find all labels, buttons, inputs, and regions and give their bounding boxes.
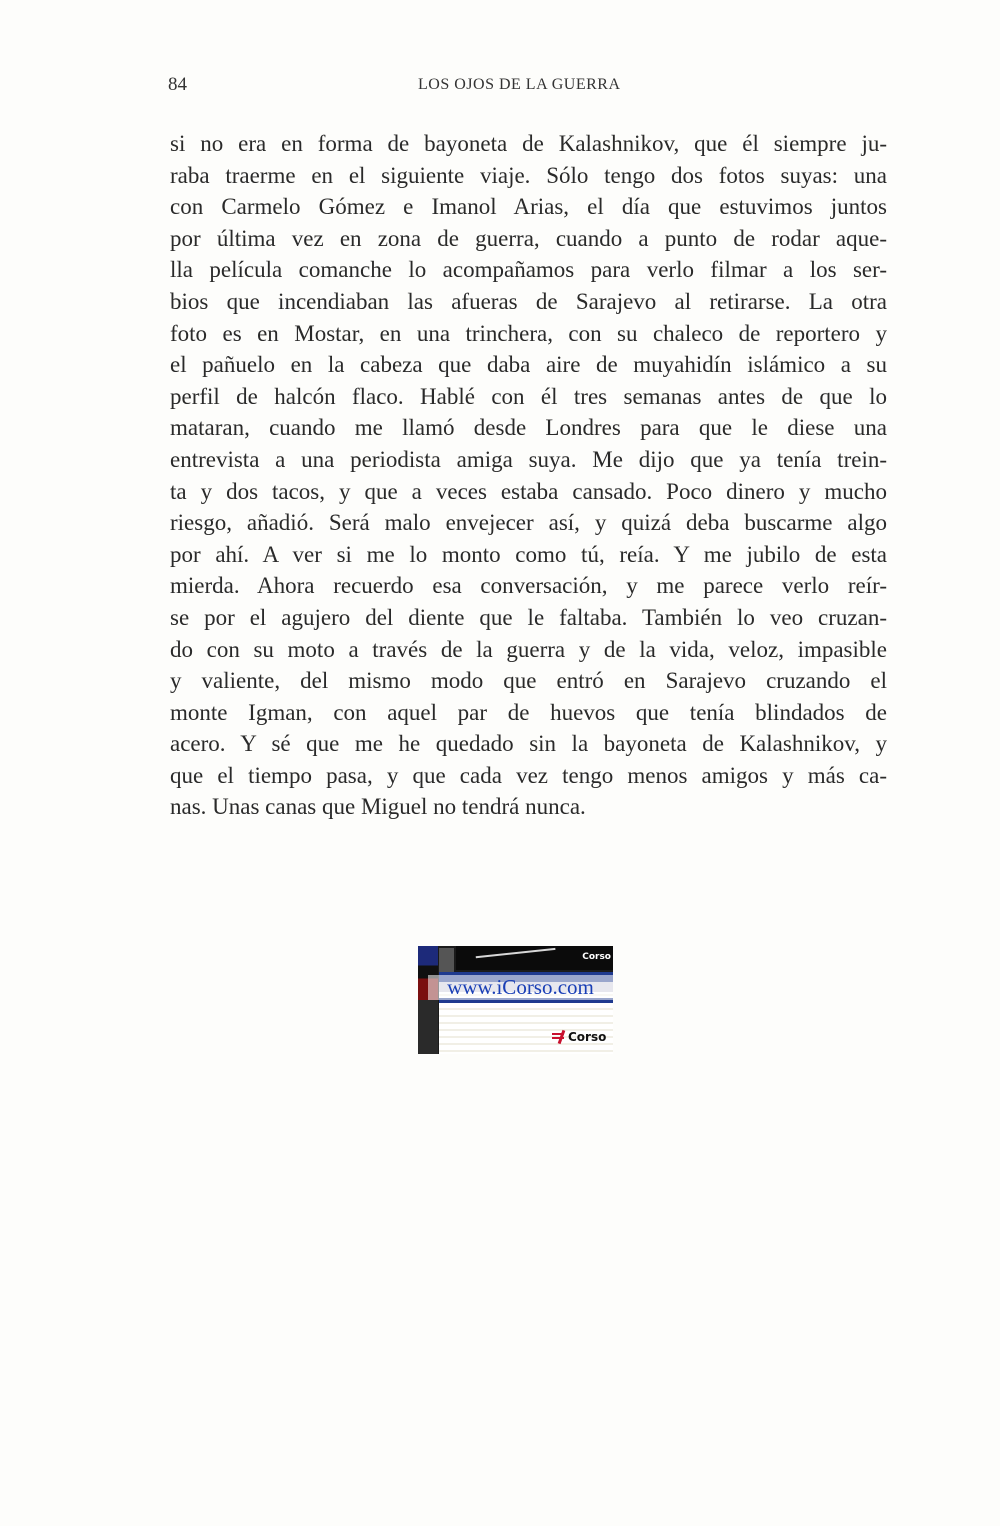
text-line: entrevista a una periodista amiga suya. Me dijo que ya tenía trein-	[170, 446, 887, 472]
text-line: acero. Y sé que me he quedado sin la bayoneta de Kalashnikov, y	[170, 731, 887, 757]
icorso-watermark-banner	[418, 946, 613, 1054]
banner-scribble-graphic	[476, 948, 557, 966]
corso-logo-text: Corso	[568, 1030, 607, 1044]
text-line: se por el agujero del diente que le faltaba. También lo veo cruzan-	[170, 604, 887, 630]
text-line: por ahí. A ver si me lo monto como tú, reía. Y me jubilo de esta	[170, 541, 887, 567]
text-line: monte Igman, con aquel par de huevos que tenía blindados de	[170, 699, 887, 725]
banner-header	[456, 946, 613, 970]
text-line: que el tiempo pasa, y que cada vez tengo menos amigos y más ca-	[170, 762, 887, 788]
banner-left-strip	[418, 946, 438, 1054]
text-line: si no era en forma de bayoneta de Kalashnikov, que él siempre ju-	[170, 131, 887, 156]
text-line: bios que incendiaban las afueras de Sarajevo al retirarse. La otra	[170, 288, 887, 314]
text-line: lla película comanche lo acompañamos para verlo filmar a los ser-	[170, 257, 887, 283]
running-head: LOS OJOS DE LA GUERRA	[418, 76, 621, 93]
banner-url: www.iCorso.com	[428, 975, 613, 1000]
text-line: foto es en Mostar, en una trinchera, con su chaleco de reportero y	[170, 320, 887, 346]
body-text	[170, 128, 887, 823]
text-line: riesgo, añadió. Será malo envejecer así, y quizá deba buscarme algo	[170, 510, 887, 536]
banner-thumbnail	[439, 948, 454, 972]
corso-mark-icon	[552, 1030, 566, 1044]
corso-logo	[552, 1030, 606, 1044]
text-line: ta y dos tacos, y que a veces estaba cansado. Poco dinero y mucho	[170, 478, 887, 504]
text-line: raba traerme en el siguiente viaje. Sólo tengo dos fotos suyas: una	[170, 162, 887, 188]
text-line: y valiente, del mismo modo que entró en Sarajevo cruzando el	[170, 668, 887, 694]
text-line: nas. Unas canas que Miguel no tendrá nunca.	[170, 794, 586, 820]
text-line: por última vez en zona de guerra, cuando a punto de rodar aque-	[170, 225, 887, 251]
text-line: perfil de halcón flaco. Hablé con él tres semanas antes de que lo	[170, 383, 887, 409]
text-line: mataran, cuando me llamó desde Londres para que le diese una	[170, 415, 887, 441]
text-line: con Carmelo Gómez e Imanol Arias, el día que estuvimos juntos	[170, 194, 887, 220]
page-number: 84	[168, 74, 187, 95]
text-line: el pañuelo en la cabeza que daba aire de muyahidín islámico a su	[170, 352, 887, 378]
text-line: do con su moto a través de la guerra y de la vida, veloz, impasible	[170, 636, 887, 662]
banner-mini-logo: Corso	[582, 952, 611, 962]
text-line: mierda. Ahora recuerdo esa conversación, y me parece verlo reír-	[170, 573, 887, 599]
